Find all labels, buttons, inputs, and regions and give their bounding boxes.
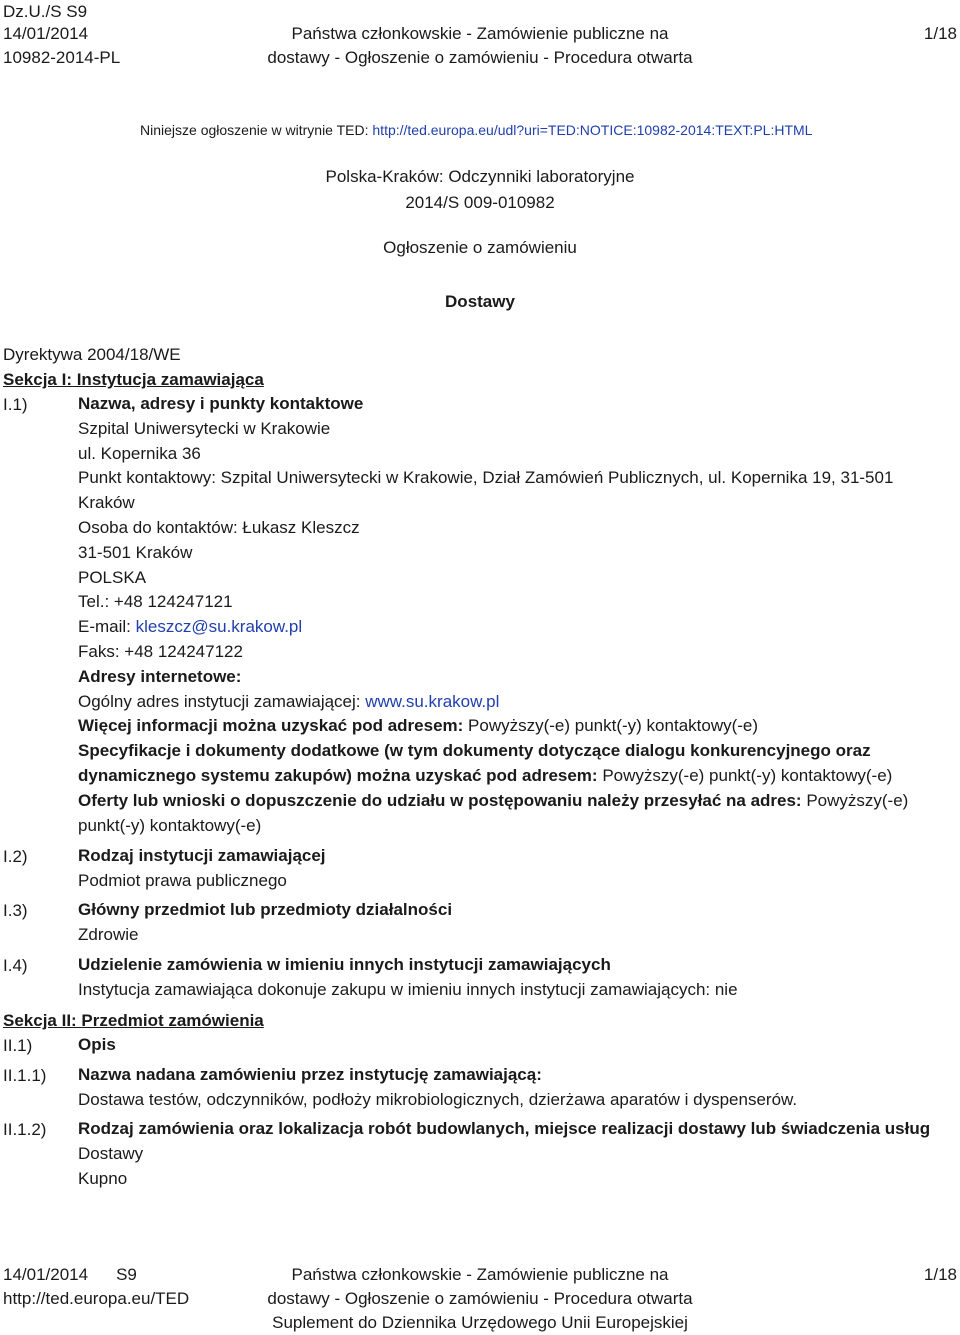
- offers-value: Powyższy(-e) punkt(-y) kontaktowy(-e): [78, 790, 909, 835]
- more-info-row: [78, 714, 948, 739]
- ii1-number: II.1): [3, 1036, 33, 1055]
- notice-category: Dostawy: [445, 292, 515, 311]
- i4-title: Udzielenie zamówienia w imieniu innych instytucji zamawiających: [78, 955, 611, 974]
- ii12-value1: Dostawy: [78, 1143, 144, 1163]
- ii12-title: Rodzaj zamówienia oraz lokalizacja robót budowlanych, miejsce realizacji dostawy lub świadczenia usług: [78, 1119, 931, 1138]
- notice-type: Ogłoszenie o zamówieniu: [383, 238, 577, 257]
- ii12-number: II.1.2): [3, 1120, 47, 1139]
- i3-value: Zdrowie: [78, 924, 139, 944]
- more-info-value: Powyższy(-e) punkt(-y) kontaktowy(-e): [463, 716, 759, 736]
- section2-heading: Sekcja II: Przedmiot zamówienia: [3, 1011, 264, 1030]
- i2-title: Rodzaj instytucji zamawiającej: [78, 846, 326, 865]
- specs-value: Powyższy(-e) punkt(-y) kontaktowy(-e): [597, 765, 893, 785]
- authority-email-row: [78, 615, 948, 640]
- ted-notice-link[interactable]: http://ted.europa.eu/udl?uri=TED:NOTICE:10982-2014:TEXT:PL:HTML: [372, 122, 813, 138]
- header-page: 1/18: [923, 24, 957, 43]
- ii11-title: Nazwa nadana zamówieniu przez instytucję zamawiającą:: [78, 1065, 542, 1084]
- authority-country: POLSKA: [78, 567, 147, 587]
- ii11-value: Dostawa testów, odczynników, podłoży mikrobiologicznych, dzierżawa aparatów i dyspenserów.: [78, 1089, 798, 1109]
- i2-block: [78, 844, 948, 894]
- i1-title: Nazwa, adresy i punkty kontaktowe: [78, 394, 364, 413]
- ii12-value2: Kupno: [78, 1168, 128, 1188]
- ii11-number: II.1.1): [3, 1066, 47, 1085]
- i1-block: [78, 392, 948, 838]
- contact-point: Punkt kontaktowy: Szpital Uniwersytecki w Krakowie, Dział Zamówień Publicznych, ul. Kopernika 19, 31-501 Kraków: [78, 468, 894, 513]
- authority-name: Szpital Uniwersytecki w Krakowie: [78, 418, 331, 438]
- i3-title: Główny przedmiot lub przedmioty działalności: [78, 900, 453, 919]
- authority-street: ul. Kopernika 36: [78, 443, 201, 463]
- i3-number: I.3): [3, 901, 28, 920]
- general-address-row: [78, 690, 948, 715]
- i4-value: Instytucja zamawiająca dokonuje zakupu w imieniu innych instytucji zamawiających: nie: [78, 979, 738, 999]
- ii12-block: [78, 1117, 948, 1191]
- email-link[interactable]: kleszcz@su.krakow.pl: [135, 617, 303, 637]
- journal-ref: Dz.U./S S9: [3, 2, 88, 21]
- i4-number: I.4): [3, 956, 28, 975]
- authority-city: 31-501 Kraków: [78, 542, 193, 562]
- general-address-link[interactable]: www.su.krakow.pl: [365, 691, 500, 711]
- offers-label: Oferty lub wnioski o dopuszczenie do udziału w postępowaniu należy przesyłać na adres:: [78, 790, 802, 810]
- i1-number: I.1): [3, 395, 28, 414]
- ted-notice-prefix: Niniejsze ogłoszenie w witrynie TED:: [140, 122, 373, 138]
- footer-series: S9: [116, 1265, 137, 1284]
- footer-line1: Państwa członkowskie - Zamówienie publiczne na: [291, 1265, 669, 1284]
- more-info-label: Więcej informacji można uzyskać pod adresem:: [78, 716, 464, 736]
- i3-block: [78, 898, 948, 948]
- notice-location: Polska-Kraków: Odczynniki laboratoryjne: [325, 167, 635, 186]
- header-ref: 10982-2014-PL: [3, 48, 121, 67]
- section1-heading: Sekcja I: Instytucja zamawiająca: [3, 370, 264, 389]
- authority-tel: Tel.: +48 124247121: [78, 592, 233, 612]
- specs-label: Specyfikacje i dokumenty dodatkowe (w tym dokumenty dotyczące dialogu konkurencyjnego oraz dynamicznego systemu zakupów) można uzyskać pod adresem:: [78, 741, 871, 785]
- header-title-line2: dostawy - Ogłoszenie o zamówieniu - Procedura otwarta: [267, 48, 693, 67]
- ii1-title: Opis: [78, 1035, 116, 1054]
- ted-notice: [140, 120, 812, 140]
- header-title-line1: Państwa członkowskie - Zamówienie publiczne na: [291, 24, 669, 43]
- general-address-label: Ogólny adres instytucji zamawiającej:: [78, 691, 366, 711]
- i2-value: Podmiot prawa publicznego: [78, 870, 287, 890]
- header-date: 14/01/2014: [3, 24, 89, 43]
- offers-row: [78, 789, 948, 839]
- specs-row: [78, 739, 948, 789]
- footer-page: 1/18: [923, 1265, 957, 1284]
- footer-date: 14/01/2014: [3, 1265, 89, 1284]
- i2-number: I.2): [3, 847, 28, 866]
- ii11-block: [78, 1063, 948, 1113]
- footer-line3: Suplement do Dziennika Urzędowego Unii Europejskiej: [272, 1313, 688, 1332]
- notice-number: 2014/S 009-010982: [405, 193, 555, 212]
- email-label: E-mail:: [78, 617, 136, 637]
- authority-fax: Faks: +48 124247122: [78, 641, 243, 661]
- directive: Dyrektywa 2004/18/WE: [3, 345, 181, 364]
- internet-heading: Adresy internetowe:: [78, 666, 242, 686]
- i4-block: [78, 953, 948, 1003]
- contact-person: Osoba do kontaktów: Łukasz Kleszcz: [78, 517, 360, 537]
- footer-url: http://ted.europa.eu/TED: [3, 1289, 190, 1308]
- ii1-block: [78, 1033, 948, 1058]
- footer-line2: dostawy - Ogłoszenie o zamówieniu - Procedura otwarta: [267, 1289, 693, 1308]
